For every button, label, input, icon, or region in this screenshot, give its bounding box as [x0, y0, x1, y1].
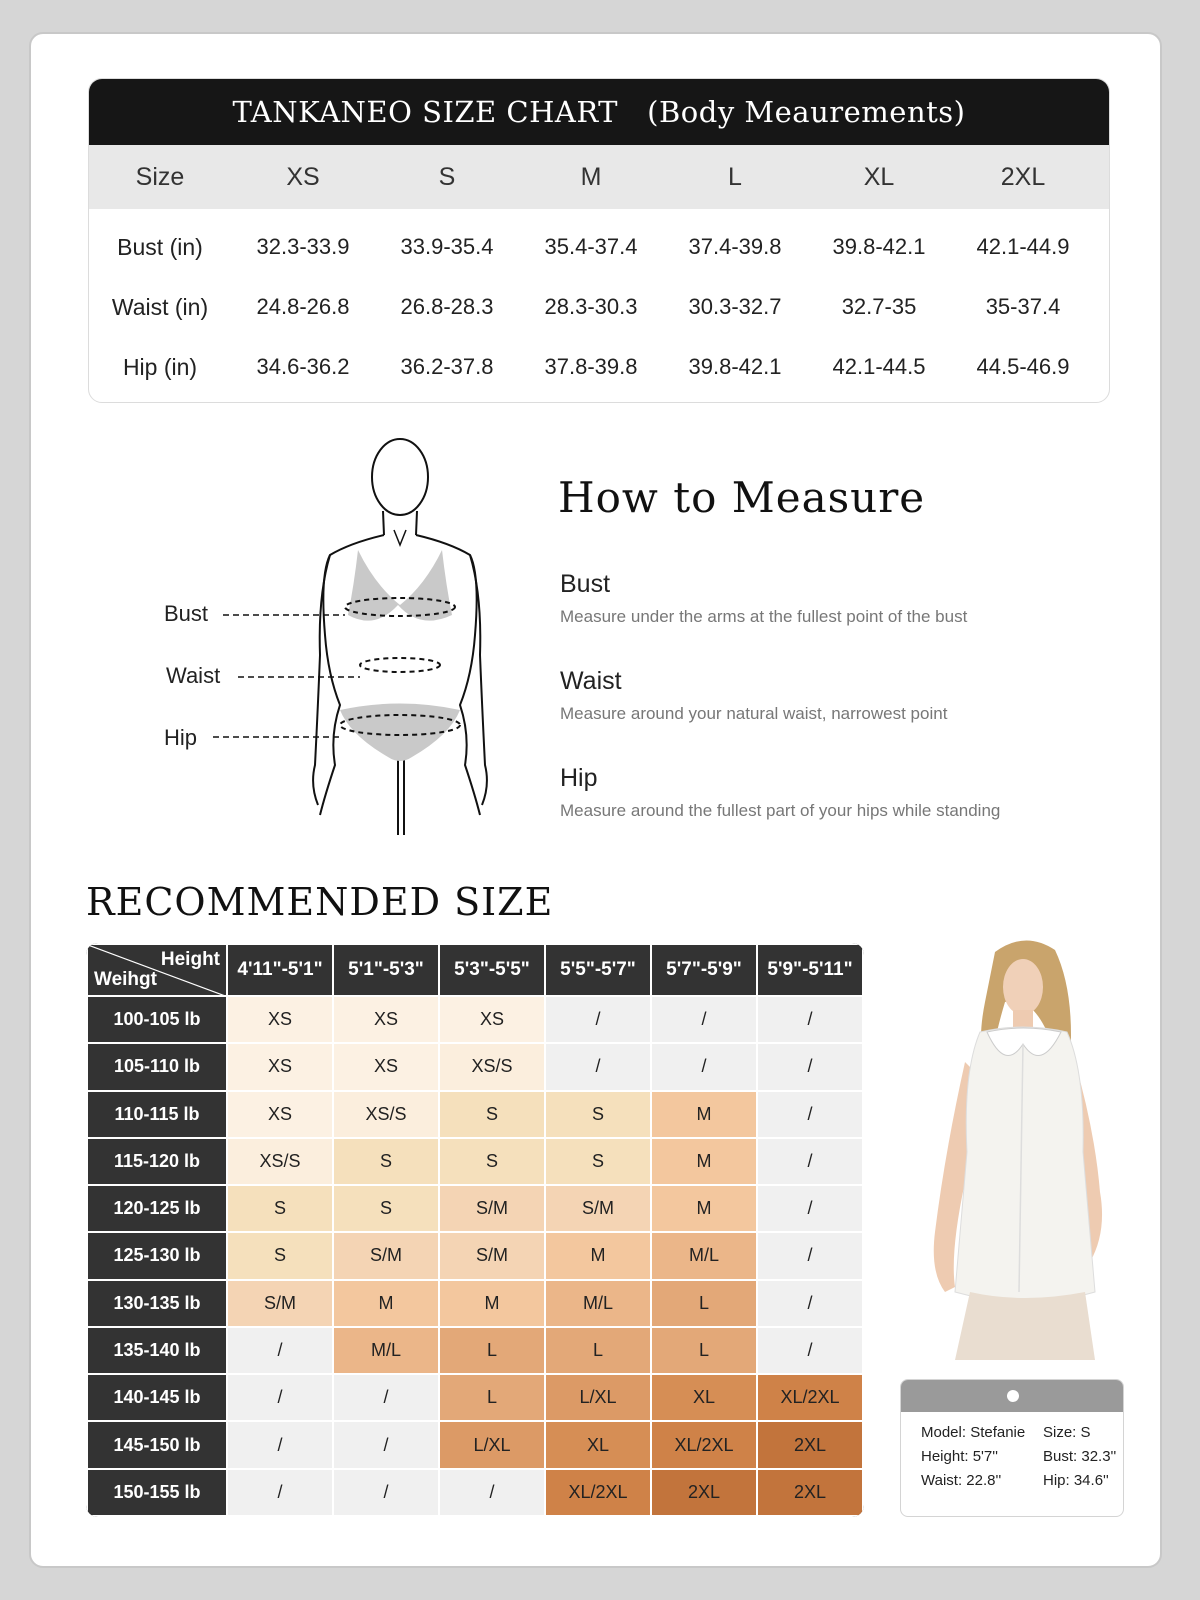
header-cell: 2XL — [1000, 162, 1046, 191]
model-name: Model: Stefanie — [921, 1424, 1026, 1441]
size-cell: / — [545, 1043, 651, 1090]
size-chart-row — [89, 217, 1109, 277]
size-cell: M — [333, 1280, 439, 1327]
size-cell: XS/S — [333, 1091, 439, 1138]
size-cell: XL/2XL — [651, 1421, 757, 1468]
size-cell: S/M — [545, 1185, 651, 1232]
header-cell: S — [438, 162, 456, 191]
size-cell: / — [439, 1469, 545, 1516]
weight-cell: 150-155 lb — [87, 1469, 227, 1516]
size-chart-row — [89, 277, 1109, 337]
size-cell: 2XL — [757, 1421, 863, 1468]
model-height: Height: 5'7'' — [921, 1448, 998, 1465]
size-cell: M/L — [651, 1232, 757, 1279]
table-row — [87, 1232, 863, 1279]
size-cell: S — [227, 1185, 333, 1232]
size-chart — [88, 78, 1110, 403]
model-card-header — [901, 1380, 1123, 1412]
table-row — [87, 1374, 863, 1421]
hip-label: Hip — [164, 725, 198, 750]
measure-label-cell: Waist (in) — [111, 293, 209, 320]
table-row — [87, 996, 863, 1043]
measure-value-cell: 37.4-39.8 — [688, 234, 782, 259]
height-header-cell: 5'1"-5'3" — [333, 944, 439, 996]
size-cell: M — [651, 1138, 757, 1185]
size-cell: XS — [227, 1043, 333, 1090]
size-cell: S — [439, 1091, 545, 1138]
measure-value-cell: 33.9-35.4 — [400, 234, 494, 259]
weight-cell: 105-110 lb — [87, 1043, 227, 1090]
header-cell: Size — [135, 162, 185, 191]
model-hip: Hip: 34.6'' — [1043, 1472, 1109, 1489]
size-cell: XS — [333, 996, 439, 1043]
measure-heading: Waist — [560, 667, 622, 695]
dot-icon — [1007, 1390, 1019, 1402]
size-chart-row — [89, 337, 1109, 397]
size-cell: S — [333, 1185, 439, 1232]
size-cell: / — [757, 1185, 863, 1232]
size-cell: S/M — [439, 1185, 545, 1232]
header-cell: XS — [286, 162, 320, 191]
size-cell: L — [439, 1374, 545, 1421]
measure-value-cell: 35-37.4 — [985, 294, 1061, 319]
weight-cell: 110-115 lb — [87, 1091, 227, 1138]
measure-item-hip — [560, 764, 1120, 821]
height-label: Height — [160, 949, 220, 970]
model-illustration — [895, 932, 1125, 1360]
size-cell: / — [545, 996, 651, 1043]
size-cell: / — [227, 1469, 333, 1516]
size-cell: L — [651, 1327, 757, 1374]
height-header-cell: 5'9"-5'11" — [757, 944, 863, 996]
size-cell: S — [545, 1091, 651, 1138]
table-row — [87, 1043, 863, 1090]
size-cell: / — [227, 1374, 333, 1421]
size-cell: S — [545, 1138, 651, 1185]
measure-value-cell: 32.7-35 — [841, 294, 917, 319]
height-header-cell: 5'7"-5'9" — [651, 944, 757, 996]
size-cell: L/XL — [439, 1421, 545, 1468]
size-cell: XL — [651, 1374, 757, 1421]
header-cell: XL — [863, 162, 895, 191]
measure-value-cell: 34.6-36.2 — [256, 354, 350, 379]
measure-item-bust — [560, 570, 1120, 627]
size-cell: / — [757, 996, 863, 1043]
size-cell: XS — [333, 1043, 439, 1090]
measure-value-cell: 30.3-32.7 — [688, 294, 782, 319]
size-cell: L — [439, 1327, 545, 1374]
size-cell: XL — [545, 1421, 651, 1468]
header-cell: M — [580, 162, 602, 191]
size-cell: / — [651, 996, 757, 1043]
size-cell: S/M — [333, 1232, 439, 1279]
size-cell: S/M — [227, 1280, 333, 1327]
table-row — [87, 1138, 863, 1185]
size-cell: XS/S — [439, 1043, 545, 1090]
size-cell: 2XL — [757, 1469, 863, 1516]
size-cell: M — [651, 1185, 757, 1232]
measure-value-cell: 39.8-42.1 — [832, 234, 926, 259]
size-cell: / — [757, 1327, 863, 1374]
size-cell: / — [333, 1469, 439, 1516]
measure-value-cell: 42.1-44.5 — [832, 354, 926, 379]
size-cell: XS/S — [227, 1138, 333, 1185]
size-cell: S — [333, 1138, 439, 1185]
size-cell: / — [651, 1043, 757, 1090]
size-cell: / — [333, 1421, 439, 1468]
measure-heading: Hip — [560, 764, 598, 792]
size-cell: / — [757, 1232, 863, 1279]
size-cell: M — [651, 1091, 757, 1138]
size-cell: XL/2XL — [545, 1469, 651, 1516]
measure-value-cell: 39.8-42.1 — [688, 354, 782, 379]
measure-value-cell: 35.4-37.4 — [544, 234, 638, 259]
model-photo — [895, 932, 1125, 1360]
size-cell: / — [757, 1138, 863, 1185]
size-cell: XS — [439, 996, 545, 1043]
recommended-size-title: RECOMMENDED SIZE — [86, 880, 554, 924]
size-cell: L — [545, 1327, 651, 1374]
size-cell: L — [651, 1280, 757, 1327]
waist-label: Waist — [166, 663, 221, 688]
measure-description: Measure under the arms at the fullest point of the bust — [560, 607, 968, 626]
measure-value-cell: 28.3-30.3 — [544, 294, 638, 319]
table-row — [87, 1469, 863, 1516]
size-cell: L/XL — [545, 1374, 651, 1421]
measure-value-cell: 42.1-44.9 — [976, 234, 1070, 259]
height-header-cell: 5'5"-5'7" — [545, 944, 651, 996]
size-cell: M — [439, 1280, 545, 1327]
model-size: Size: S — [1043, 1424, 1091, 1441]
size-cell: / — [227, 1327, 333, 1374]
size-chart-header — [89, 145, 1109, 209]
model-waist: Waist: 22.8'' — [921, 1472, 1002, 1489]
weight-cell: 145-150 lb — [87, 1421, 227, 1468]
size-cell: / — [333, 1374, 439, 1421]
size-cell: S/M — [439, 1232, 545, 1279]
table-row — [87, 1421, 863, 1468]
measure-value-cell: 32.3-33.9 — [256, 234, 350, 259]
size-cell: / — [227, 1421, 333, 1468]
weight-cell: 140-145 lb — [87, 1374, 227, 1421]
size-cell: XS — [227, 996, 333, 1043]
weight-label: Weihgt — [94, 969, 157, 990]
size-cell: 2XL — [651, 1469, 757, 1516]
size-cell: / — [757, 1280, 863, 1327]
measure-item-waist — [560, 667, 1120, 724]
header-cell: L — [728, 162, 742, 191]
size-cell: XS — [227, 1091, 333, 1138]
measure-value-cell: 26.8-28.3 — [400, 294, 494, 319]
measure-value-cell: 24.8-26.8 — [256, 294, 350, 319]
recommended-size-table — [86, 943, 864, 1517]
weight-cell: 125-130 lb — [87, 1232, 227, 1279]
height-header-cell: 4'11"-5'1" — [227, 944, 333, 996]
size-cell: M — [545, 1232, 651, 1279]
height-header-cell: 5'3"-5'5" — [439, 944, 545, 996]
body-outline-illustration — [150, 435, 510, 845]
weight-cell: 100-105 lb — [87, 996, 227, 1043]
measure-description: Measure around your natural waist, narrowest point — [560, 704, 948, 723]
size-chart-title: TANKANEO SIZE CHART (Body Meaurements) — [89, 79, 1109, 145]
corner-header — [87, 944, 227, 996]
measure-heading: Bust — [560, 570, 611, 598]
model-bust: Bust: 32.3'' — [1043, 1448, 1117, 1465]
size-cell: S — [227, 1232, 333, 1279]
measure-label-cell: Hip (in) — [122, 353, 198, 380]
size-cell: M/L — [545, 1280, 651, 1327]
weight-cell: 120-125 lb — [87, 1185, 227, 1232]
bust-label: Bust — [164, 601, 209, 626]
model-info-card — [900, 1379, 1124, 1517]
measure-value-cell: 36.2-37.8 — [400, 354, 494, 379]
table-row — [87, 1091, 863, 1138]
how-to-measure-title: How to Measure — [558, 473, 926, 522]
size-cell: M/L — [333, 1327, 439, 1374]
weight-cell: 135-140 lb — [87, 1327, 227, 1374]
size-cell: XL/2XL — [757, 1374, 863, 1421]
size-cell: S — [439, 1138, 545, 1185]
table-row — [87, 1185, 863, 1232]
body-figure — [150, 435, 510, 845]
size-cell: / — [757, 1091, 863, 1138]
measure-label-cell: Bust (in) — [117, 233, 203, 260]
size-chart-body — [89, 209, 1109, 397]
weight-cell: 130-135 lb — [87, 1280, 227, 1327]
measure-description: Measure around the fullest part of your hips while standing — [560, 801, 1001, 820]
table-row — [87, 1327, 863, 1374]
measure-value-cell: 37.8-39.8 — [544, 354, 638, 379]
measure-value-cell: 44.5-46.9 — [976, 354, 1070, 379]
weight-cell: 115-120 lb — [87, 1138, 227, 1185]
size-cell: / — [757, 1043, 863, 1090]
table-row — [87, 1280, 863, 1327]
